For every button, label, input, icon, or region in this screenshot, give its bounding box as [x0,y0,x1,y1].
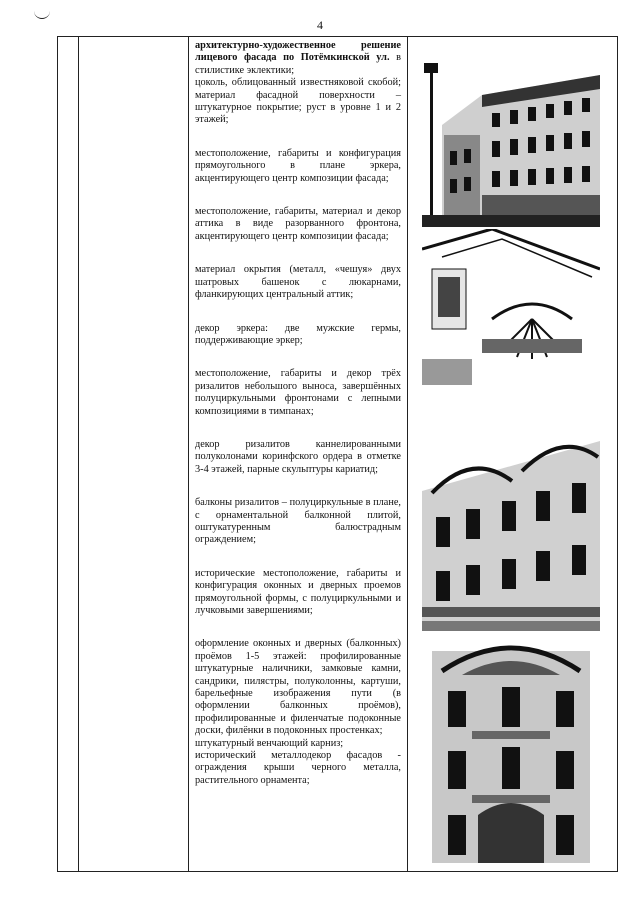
balcony-risalit-photo [422,631,600,863]
number-column [58,37,79,872]
object-column [79,37,189,872]
list-item: штукатурный венчающий карниз; [195,737,344,749]
list-item: местоположение, габариты и декор трёх ризалитов небольшого выноса, завершённых полуциркульными фронтонами с лепными композициями в тимпанах; [195,368,401,417]
list-item: декор эркера: две мужские гермы, поддерживающие эркер; [195,322,401,346]
facade-heading [195,40,401,77]
facade-photo-corner [422,55,600,227]
page-number: 4 [317,18,323,32]
list-item: местоположение, габариты и конфигурация прямоугольного в плане эркера, акцентирующего центр композиции фасада; [195,147,401,184]
list-item: исторические местоположение, габариты и конфигурация оконных и дверных проемов прямоугольной формы, с полуциркульными и лучковыми завершениями; [195,567,401,616]
list-item: материал окрытия (металл, «чешуя» двух шатровых башенок с люкарнами, фланкирующих центральный аттик; [195,264,401,301]
list-item: местоположение, габариты, материал и декор аттика в виде разорванного фронтона, акцентирующего центр композиции фасада; [195,206,401,242]
list-item: исторический металлодекор фасадов - ограждения крыши черного металла, растительного орнамента; [195,750,401,786]
list-item: декор ризалитов каннелированными полуколонами коринфского ордера в отметке 3-4 этажей, парные скульптуры кариатид; [195,438,401,475]
list-item: цоколь, облицованный известняковой скобой; материал фасадной поверхности – штукатурное покрытие; руст в уровне 1 и 2 этажей; [195,77,401,126]
facade-heading-bold: архитектурно-художественное решение лицевого фасада по Потёмкинской ул. [195,40,401,64]
list-item: оформление оконных и дверных (балконных) проёмов 1-5 этажей: профилированные штукатурные наличники, замковые камни, сандрики, пилястры, полуколонны, картуши, барельефные изображения пути (в оформлении балконных проёмов), профилированные и филенчатые подоконные доски, филёнки в подоконных простенках; [195,638,401,737]
facade-heading-rest: в стилистике эклектики; [195,52,401,76]
heritage-table [57,36,618,872]
description-cell [189,37,408,872]
photo-column [408,37,618,872]
attic-detail-photo [422,229,600,385]
list-item: балконы ризалитов – полуциркульные в плане, с орнаментальной балконной плитой, оштукатуренным балюстрадным ограждением; [195,497,401,546]
risalit-pediment-photo [422,421,600,647]
